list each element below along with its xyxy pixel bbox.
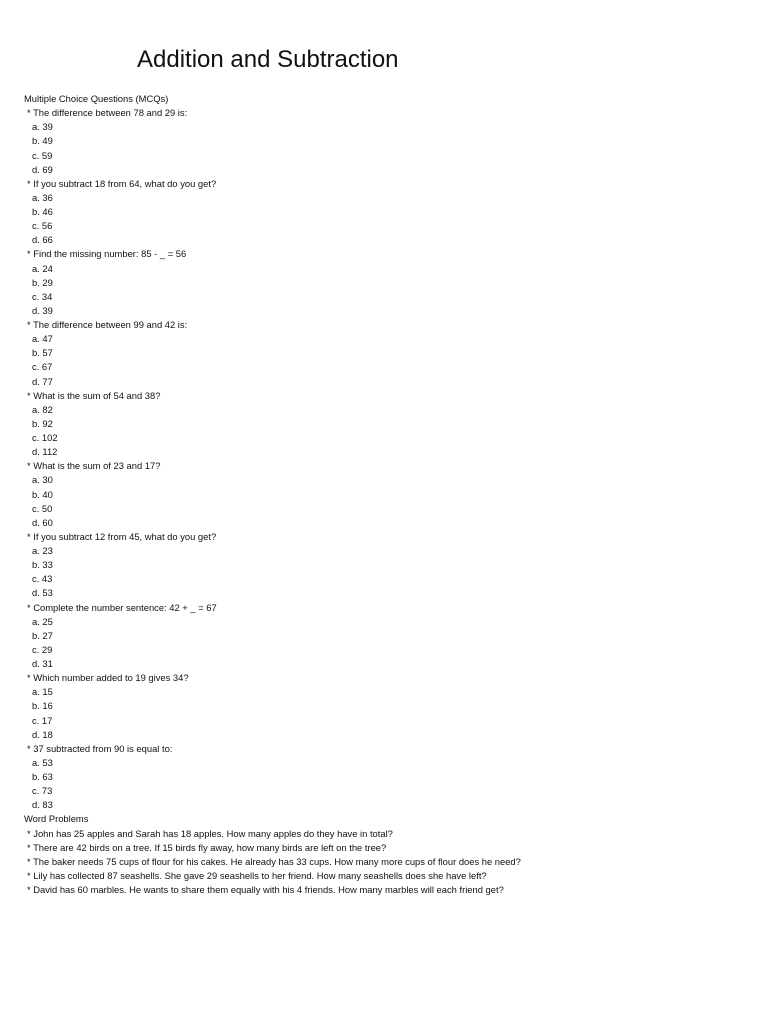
mcq-question-block xyxy=(24,601,744,672)
mcq-option: a. 25 xyxy=(32,615,53,627)
mcq-question-block xyxy=(24,530,744,601)
word-problem: * David has 60 marbles. He wants to share them equally with his 4 friends. How many marbles will each friend get? xyxy=(27,884,504,895)
mcq-option: a. 39 xyxy=(32,121,53,133)
word-problems-heading: Word Problems xyxy=(24,813,89,825)
mcq-option: a. 36 xyxy=(32,191,53,203)
mcq-question: * The difference between 99 and 42 is: xyxy=(27,319,188,330)
mcq-option: b. 29 xyxy=(32,276,53,288)
mcq-question-block xyxy=(24,247,744,318)
mcq-option: d. 39 xyxy=(32,304,53,316)
mcq-option: d. 53 xyxy=(32,587,53,599)
mcq-option: d. 83 xyxy=(32,799,53,811)
mcq-option: b. 49 xyxy=(32,135,53,147)
mcq-option: b. 16 xyxy=(32,700,53,712)
mcq-option: d. 112 xyxy=(32,446,58,458)
mcq-option: a. 82 xyxy=(32,403,53,415)
document-body xyxy=(24,92,744,897)
mcq-question: * Find the missing number: 85 - _ = 56 xyxy=(27,248,187,260)
mcq-option: a. 47 xyxy=(32,333,53,345)
mcq-option: d. 66 xyxy=(32,234,53,246)
document-title: Addition and Subtraction xyxy=(137,46,399,73)
mcq-heading: Multiple Choice Questions (MCQs) xyxy=(24,93,169,104)
mcq-question: * Complete the number sentence: 42 + _ = 67 xyxy=(27,601,217,613)
mcq-option: c. 29 xyxy=(32,643,53,655)
mcq-option: a. 30 xyxy=(32,474,53,486)
mcq-option: b. 57 xyxy=(32,347,53,359)
word-problem: * The baker needs 75 cups of flour for his cakes. He already has 33 cups. How many more cups of flour does he need? xyxy=(27,855,521,867)
mcq-question: * If you subtract 12 from 45, what do you get? xyxy=(27,530,217,542)
mcq-option: d. 18 xyxy=(32,728,53,740)
word-problem: * There are 42 birds on a tree. If 15 birds fly away, how many birds are left on the tree? xyxy=(27,841,387,853)
mcq-option: b. 40 xyxy=(32,488,53,500)
mcq-option: b. 27 xyxy=(32,629,53,641)
mcq-question-block xyxy=(24,389,744,460)
mcq-option: c. 43 xyxy=(32,573,53,585)
mcq-list xyxy=(24,106,744,812)
mcq-option: c. 34 xyxy=(32,290,53,302)
mcq-option: c. 50 xyxy=(32,502,53,514)
mcq-option: d. 69 xyxy=(32,163,53,175)
mcq-question-block xyxy=(24,671,744,742)
mcq-question-block xyxy=(24,459,744,530)
mcq-question: * The difference between 78 and 29 is: xyxy=(27,107,188,119)
mcq-option: c. 17 xyxy=(32,714,53,726)
mcq-option: b. 46 xyxy=(32,206,53,217)
mcq-question-block xyxy=(24,742,744,813)
mcq-option: a. 53 xyxy=(32,756,53,768)
mcq-option: c. 102 xyxy=(32,432,58,443)
mcq-question: * Which number added to 19 gives 34? xyxy=(27,672,189,684)
mcq-option: d. 31 xyxy=(32,658,53,669)
mcq-option: a. 23 xyxy=(32,545,53,556)
word-problems-list xyxy=(24,827,744,898)
mcq-option: d. 77 xyxy=(32,375,53,387)
mcq-option: b. 92 xyxy=(32,417,53,429)
mcq-option: b. 33 xyxy=(32,559,53,571)
mcq-option: c. 59 xyxy=(32,149,53,161)
mcq-option: c. 67 xyxy=(32,361,53,373)
word-problem: * Lily has collected 87 seashells. She gave 29 seashells to her friend. How many seashells does she have left? xyxy=(27,869,487,881)
mcq-question-block xyxy=(24,177,744,248)
mcq-option: a. 15 xyxy=(32,686,53,698)
mcq-question: * What is the sum of 23 and 17? xyxy=(27,460,161,472)
mcq-option: a. 24 xyxy=(32,262,53,274)
mcq-question: * What is the sum of 54 and 38? xyxy=(27,389,161,401)
mcq-question: * 37 subtracted from 90 is equal to: xyxy=(27,742,173,754)
mcq-question: * If you subtract 18 from 64, what do you get? xyxy=(27,177,217,189)
mcq-option: d. 60 xyxy=(32,516,53,528)
word-problem: * John has 25 apples and Sarah has 18 apples. How many apples do they have in total? xyxy=(27,827,393,839)
mcq-option: c. 56 xyxy=(32,220,53,232)
mcq-question-block xyxy=(24,106,744,177)
mcq-question-block xyxy=(24,318,744,389)
mcq-option: c. 73 xyxy=(32,785,53,797)
mcq-option: b. 63 xyxy=(32,771,53,782)
